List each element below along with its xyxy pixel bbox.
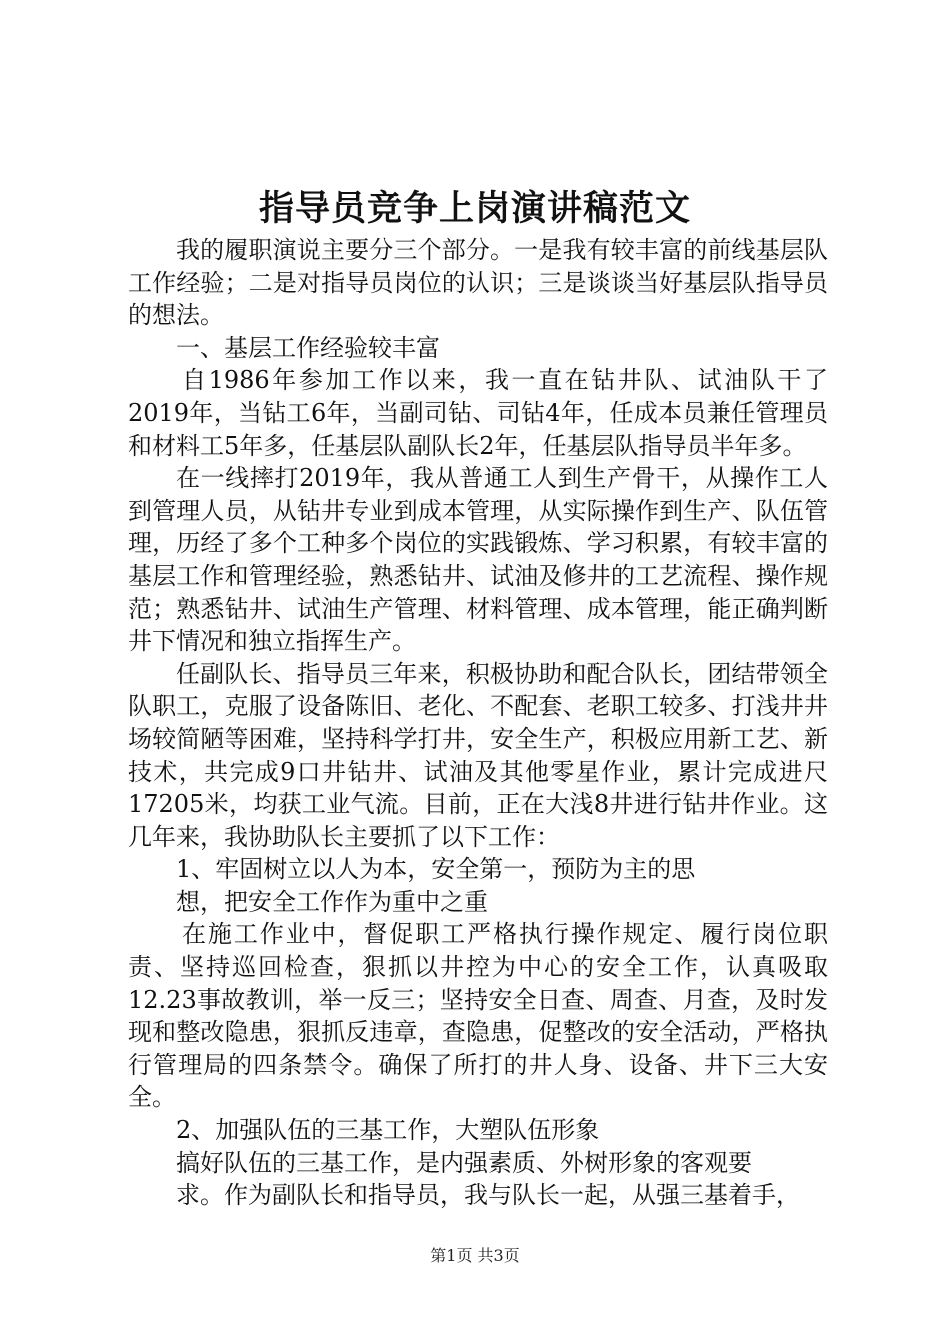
- paragraph-career: 自1986年参加工作以来，我一直在钻井队、试油队干了2019年，当钻工6年，当副司钻、司钻4年，任成本员兼任管理员和材料工5年多，任基层队副队长2年，任基层队指导员半年多。: [128, 366, 828, 460]
- document-body: [128, 234, 828, 1212]
- page-footer: 第1页 共3页: [430, 1246, 520, 1265]
- paragraph-experience: 在一线摔打2019年，我从普通工人到生产骨干，从操作工人到管理人员，从钻井专业到成本管理，从实际操作到生产、队伍管理，历经了多个工种多个岗位的实践锻炼、学习积累，有较丰富的基层工作和管理经验，熟悉钻井、试油及修井的工艺流程、操作规范；熟悉钻井、试油生产管理、材料管理、成本管理，能正确判断井下情况和独立指挥生产。: [128, 464, 828, 656]
- paragraph-intro: 我的履职演说主要分三个部分。一是我有较丰富的前线基层队工作经验；二是对指导员岗位的认识；三是谈谈当好基层队指导员的想法。: [128, 236, 828, 330]
- subheading-1-line-2: 想，把安全工作作为重中之重: [176, 887, 488, 916]
- paragraph-team-line-1: 搞好队伍的三基工作，是内强素质、外树形象的客观要: [176, 1148, 752, 1177]
- document-title: 指导员竞争上岗演讲稿范文: [258, 188, 691, 229]
- paragraph-safety: 在施工作业中，督促职工严格执行操作规定、履行岗位职责、坚持巡回检查，狠抓以井控为中心的安全工作，认真吸取12.23事故教训，举一反三；坚持安全日查、周查、月查，及时发现和整改隐患，狠抓反违章，查隐患，促整改的安全活动，严格执行管理局的四条禁令。确保了所打的井人身、设备、井下三大安全。: [128, 920, 828, 1112]
- subheading-1-line-1: 1、牢固树立以人为本，安全第一，预防为主的思: [176, 855, 696, 884]
- paragraph-team-line-2: 求。作为副队长和指导员，我与队长一起，从强三基着手，: [176, 1181, 800, 1210]
- subheading-2: 2、加强队伍的三基工作，大塑队伍形象: [176, 1116, 600, 1145]
- paragraph-achievements: 任副队长、指导员三年来，积极协助和配合队长，团结带领全队职工，克服了设备陈旧、老化、不配套、老职工较多、打浅井井场较简陋等困难，坚持科学打井，安全生产，积极应用新工艺、新技术，共完成9口井钻井、试油及其他零星作业，累计完成进尺17205米，均获工业气流。目前，正在大浅8井进行钻井作业。这几年来，我协助队长主要抓了以下工作：: [128, 659, 828, 851]
- section-heading-1: 一、基层工作经验较丰富: [176, 333, 440, 362]
